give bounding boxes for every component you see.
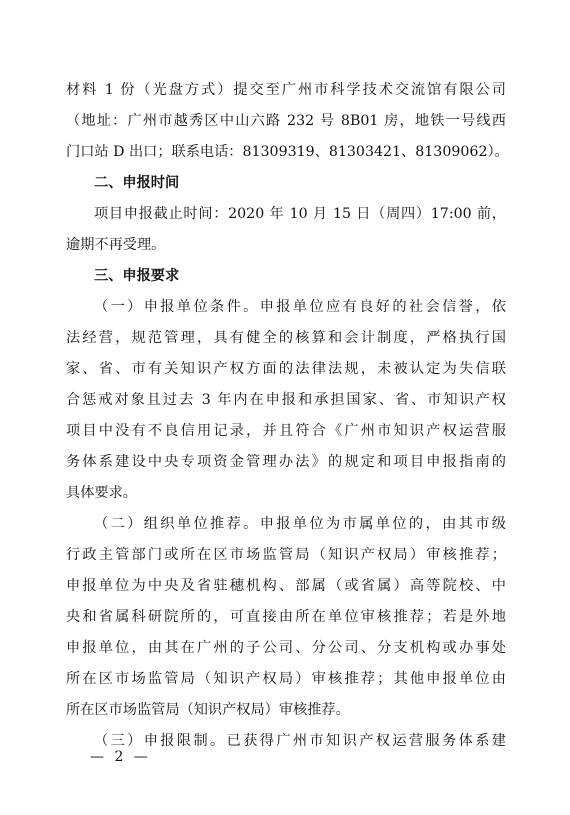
paragraph-line: 合惩戒对象且过去 3 年内在申报和承担国家、省、市知识产权 [66, 392, 506, 408]
intro-line: （地址：广州市越秀区中山六路 232 号 8B01 房，地铁一号线西 [66, 113, 506, 129]
paragraph-line: 央和省属科研院所的，可直接由所在单位审核推荐；若是外地 [66, 609, 506, 625]
paragraph-line: 家、省、市有关知识产权方面的法律法规，未被认定为失信联 [66, 361, 506, 377]
paragraph-line: 项目中没有不良信用记录，并且符合《广州市知识产权运营服 [66, 423, 506, 439]
paragraph-line: 务体系建设中央专项资金管理办法》的规定和项目申报指南的 [66, 454, 506, 470]
paragraph-line: 具体要求。 [66, 485, 137, 501]
intro-line: 材料 1 份（光盘方式）提交至广州市科学技术交流馆有限公司 [66, 82, 506, 98]
paragraph-line: （三）申报限制。已获得广州市知识产权运营服务体系建 [94, 733, 506, 749]
paragraph-line: （一）申报单位条件。申报单位应有良好的社会信誉，依 [94, 299, 506, 315]
intro-line: 门口站 D 出口；联系电话：81309319、81303421、81309062）。 [66, 144, 509, 160]
paragraph-line: 申报单位为中央及省驻穗机构、部属（或省属）高等院校、中 [66, 578, 506, 594]
paragraph-line: 所在区市场监管局（知识产权局）审核推荐；其他申报单位由 [66, 671, 506, 687]
paragraph-line: 项目申报截止时间：2020 年 10 月 15 日（周四）17:00 前， [94, 206, 506, 222]
section-heading: 三、申报要求 [94, 268, 180, 284]
paragraph-line: 法经营，规范管理，具有健全的核算和会计制度，严格执行国 [66, 330, 506, 346]
paragraph-line: （二）组织单位推荐。申报单位为市属单位的，由其市级 [94, 516, 506, 532]
section-heading: 二、申报时间 [94, 175, 180, 191]
paragraph-line: 逾期不再受理。 [66, 237, 166, 253]
paragraph-line: 申报单位，由其在广州的子公司、分公司、分支机构或办事处 [66, 640, 506, 656]
paragraph-line: 行政主管部门或所在区市场监管局（知识产权局）审核推荐； [66, 547, 506, 563]
paragraph-line: 所在区市场监管局（知识产权局）审核推荐。 [66, 702, 350, 718]
page-number: — 2 — [90, 749, 151, 765]
